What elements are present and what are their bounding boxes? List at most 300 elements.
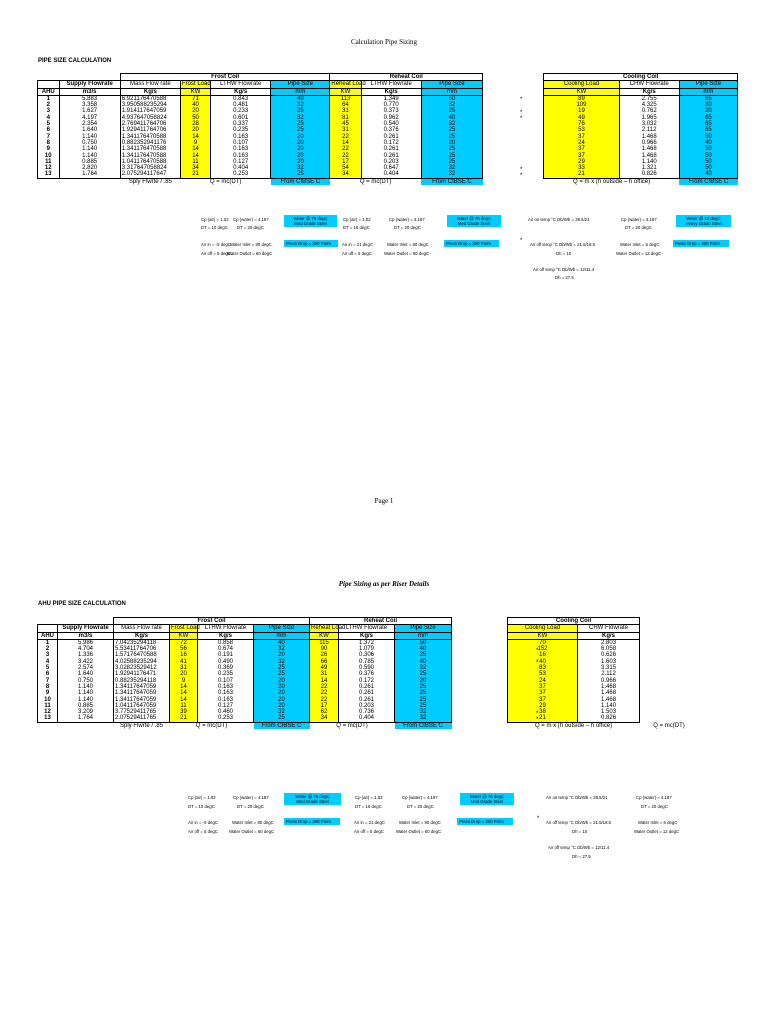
- table-cell: 37: [508, 697, 578, 703]
- doc-title-2: Pipe Sizing as per Riser Details: [338, 580, 430, 588]
- table-cell: 38: [508, 709, 578, 715]
- note-water-outlet-3: Water Outlet = 12 degC: [616, 251, 662, 256]
- table-cell: 0.261: [361, 134, 421, 140]
- table-row: [38, 95, 738, 102]
- unit-kgs-3: Kg/s: [361, 88, 421, 95]
- table-cell: 0.127: [198, 703, 254, 709]
- table-cell: 4.704: [58, 646, 114, 652]
- note-air-off-temp-2-p2: Air off temp °C Db/Wb = 12/11.4: [548, 845, 610, 850]
- header-chw-flowrate: CHW Flowrate: [578, 625, 640, 632]
- table-cell: 16: [508, 652, 578, 658]
- table-cell: 21: [170, 715, 198, 722]
- cell: [483, 81, 544, 88]
- table-cell: 50: [679, 146, 737, 152]
- table-cell: 71: [180, 95, 210, 102]
- table-cell: 2: [38, 102, 60, 108]
- table-cell: 1.764: [59, 171, 120, 178]
- note-dh-10-p2: Dh = 10: [572, 829, 588, 834]
- table-cell: 3.317647058824: [120, 165, 180, 171]
- table-cell: 33: [544, 165, 619, 171]
- table-cell: 34: [180, 165, 210, 171]
- group-header-row: [38, 74, 738, 81]
- table-cell: 22: [310, 690, 339, 696]
- section-title-2: AHU PIPE SIZE CALCULATION: [38, 601, 126, 607]
- footer-supply: Sply Flwrte / .85: [128, 178, 172, 185]
- note-dt-p2: DT = 10 degC: [188, 804, 215, 809]
- table-cell: 81: [330, 115, 361, 121]
- table-cell: 20: [271, 140, 330, 146]
- table-cell: 31: [170, 665, 198, 671]
- table-cell: 0.261: [339, 684, 395, 690]
- header-lthw-flowrate-2: LTHW Flowrate: [361, 81, 421, 88]
- table-cell: 0.404: [339, 715, 395, 722]
- table-cell: 50: [679, 165, 737, 171]
- table-cell: 0.736: [339, 709, 395, 715]
- pipe-size-table-2: [37, 617, 699, 729]
- table-cell: 37: [508, 684, 578, 690]
- table-cell: 20: [271, 146, 330, 152]
- note-cp-water-2: Cp (water) = 4.187: [389, 217, 425, 222]
- table-cell: 0.235: [198, 671, 254, 677]
- note-air-off-temp: Air off temp °C Db/Wb = 21.5/18.5: [530, 242, 596, 247]
- table-cell: 10: [38, 697, 58, 703]
- note-press-drop-p2: Press Drop = 300 Pa/m: [284, 818, 340, 825]
- table-cell: 4.197: [59, 115, 120, 121]
- header-cooling-load: Cooling Load: [544, 81, 619, 88]
- table-cell: 25: [395, 671, 452, 677]
- table-cell: 14: [180, 134, 210, 140]
- table-cell: 0.490: [198, 659, 254, 665]
- note-water75-text: Water @ 75 degC: [293, 216, 328, 221]
- table-cell: 1.140: [578, 703, 640, 709]
- table-cell: 0.785: [339, 659, 395, 665]
- table-cell: 25: [271, 108, 330, 114]
- table-cell: 50: [679, 159, 737, 165]
- table-cell: 1.079: [339, 646, 395, 652]
- table-cell: 21: [180, 171, 210, 178]
- table-cell: 1.57176470588: [114, 652, 170, 658]
- table-cell: 3.032: [619, 121, 679, 127]
- table-cell: 40: [421, 115, 482, 121]
- header-row-2: [38, 632, 699, 639]
- table-cell: 65: [679, 95, 737, 102]
- spacer: [452, 639, 508, 646]
- note-air-in-p2: Air in = -5 degC: [188, 820, 218, 825]
- asterisk-mark: *: [536, 716, 539, 723]
- table-cell: 34: [330, 171, 361, 178]
- header-pipe-size-3: Pipe Size: [679, 81, 737, 88]
- table-cell: 0.107: [198, 678, 254, 684]
- note-dt-water-3: DT = 20 degC: [625, 225, 652, 230]
- table-cell: 25: [421, 127, 482, 133]
- table-cell: 50: [679, 134, 737, 140]
- note-dh-27: Dh = 27.5: [555, 275, 574, 280]
- table-cell: 32: [395, 715, 452, 722]
- table-cell: 20: [254, 652, 310, 658]
- asterisk-mark: *: [536, 647, 539, 654]
- footer-cibse: From CIBSE C: [271, 178, 330, 185]
- cell: [38, 81, 60, 88]
- note-steel-2-p2-text: Med Grade Steel: [470, 799, 504, 804]
- table-cell: 1.041176470588: [120, 159, 180, 165]
- table-cell: 9: [170, 678, 198, 684]
- unit-mm-3: mm: [679, 88, 737, 95]
- table-cell: 14: [310, 678, 339, 684]
- table-cell: 0.203: [361, 159, 421, 165]
- note-water75-2: [447, 215, 501, 227]
- note-cp-air-2: Cp (air) = 1.02: [343, 217, 371, 222]
- table-cell: 113: [330, 95, 361, 102]
- note-cp-water: Cp (water) = 4.187: [233, 217, 269, 222]
- table-cell: 8: [38, 140, 60, 146]
- table-cell: 2.574: [58, 665, 114, 671]
- table-cell: 20: [679, 108, 737, 114]
- note-dt-water: DT = 20 degC: [237, 225, 264, 230]
- table-cell: 1.468: [619, 134, 679, 140]
- table-cell: 40: [679, 171, 737, 178]
- note-cp-air-p2: Cp (air) = 1.02: [188, 795, 216, 800]
- note-dt-2: DT = 16 degC: [343, 225, 370, 230]
- note-cp-water-p2: Cp (water) = 4.187: [233, 795, 269, 800]
- note-water75-2-p2-text: Water @ 75 degC: [469, 794, 505, 799]
- header-supply-flowrate: Supply Flowrate: [59, 81, 120, 88]
- table-cell: 31: [310, 671, 339, 677]
- note-press-drop-2: Press Drop = 300 Pa/m: [444, 240, 499, 247]
- cell: [38, 722, 58, 729]
- table-cell: 0.88235294118: [114, 678, 170, 684]
- table-cell: 0.163: [198, 697, 254, 703]
- note-dt-water-p2: DT = 20 degC: [237, 804, 264, 809]
- header-row-1: [38, 81, 738, 88]
- table-cell: 14: [170, 690, 198, 696]
- table-cell: 25: [271, 171, 330, 178]
- table-cell: 3.02823529412: [114, 665, 170, 671]
- table-cell: 13: [38, 171, 60, 178]
- cell: [483, 178, 544, 185]
- page-number: Page 1: [374, 497, 394, 505]
- unit-mm-2: mm: [395, 632, 452, 639]
- table-cell: 1.468: [578, 697, 640, 703]
- group-frost-coil: Frost Coil: [114, 618, 310, 625]
- table-cell: 3.950588235294: [120, 102, 180, 108]
- footer-cibse-3: From CIBSE C: [679, 178, 737, 185]
- unit-kw: KW: [180, 88, 210, 95]
- table-cell: 32: [271, 102, 330, 108]
- cell: [483, 88, 544, 95]
- table-cell: 37: [544, 153, 619, 159]
- table-cell: 0.369: [198, 665, 254, 671]
- note-water-outlet-p2: Water Outlet = 60 degC: [229, 829, 275, 834]
- table-cell: 32: [254, 646, 310, 652]
- table-cell: 5.53411764706: [114, 646, 170, 652]
- note-water-inlet-3: Water Inlet = 6 degC: [620, 242, 660, 247]
- table-cell: 25: [254, 665, 310, 671]
- table-cell: 32: [421, 121, 482, 127]
- header-pipe-size: Pipe Size: [254, 625, 310, 632]
- table-cell: 2: [38, 646, 58, 652]
- cell: [452, 618, 508, 625]
- table-cell: 1.468: [619, 153, 679, 159]
- cell: [38, 74, 60, 81]
- table-cell: 11: [38, 159, 60, 165]
- table-cell: 1.34117647059: [114, 690, 170, 696]
- asterisk-mark: *: [520, 97, 523, 104]
- asterisk-mark: *: [520, 109, 523, 116]
- table-cell: 1.349: [361, 95, 421, 102]
- table-cell: 20: [254, 697, 310, 703]
- unit-kgs-4: Kg/s: [578, 632, 640, 639]
- table-cell: 28: [180, 121, 210, 127]
- table-cell: 20: [271, 134, 330, 140]
- footer-supply: Sply Flwrte / .85: [119, 722, 163, 729]
- table-cell: 6.921176470588: [120, 95, 180, 102]
- table-cell: 2.820: [59, 165, 120, 171]
- table-cell: 2.354: [59, 121, 120, 127]
- table-cell: 4: [38, 115, 60, 121]
- footer-cell: [58, 722, 114, 729]
- table-cell: 0.962: [361, 115, 421, 121]
- table-cell: 25: [395, 703, 452, 709]
- table-cell: 12: [38, 709, 58, 715]
- table-cell: 17: [310, 703, 339, 709]
- table-cell: 1.321: [619, 165, 679, 171]
- footer-cibse-2: From CIBSE C: [395, 722, 452, 729]
- note-air-off: Air off = 5 degC: [201, 251, 231, 256]
- table-cell: 1: [38, 639, 58, 646]
- header-pipe-size-2: Pipe Size: [395, 625, 452, 632]
- table-cell: 12: [38, 165, 60, 171]
- note-press-drop: Press Drop = 300 Pa/m: [284, 240, 338, 247]
- table-cell: 11: [170, 703, 198, 709]
- table-cell: 89: [544, 95, 619, 102]
- table-cell: 32: [254, 709, 310, 715]
- table-cell: 50: [180, 115, 210, 121]
- table-cell: 21: [508, 715, 578, 722]
- table-cell: 0.233: [211, 108, 271, 114]
- cell: [38, 618, 58, 625]
- table-cell: 25: [421, 108, 482, 114]
- table-cell: 0.750: [59, 140, 120, 146]
- table-cell: 8: [38, 684, 58, 690]
- asterisk-mark: *: [520, 238, 523, 244]
- table-cell: 31: [330, 127, 361, 133]
- table-cell: 25: [254, 715, 310, 722]
- table-cell: 31: [330, 108, 361, 114]
- table-cell: 1.764: [58, 715, 114, 722]
- table-cell: 53: [508, 671, 578, 677]
- table-cell: 1.640: [59, 127, 120, 133]
- table-cell: 37: [544, 146, 619, 152]
- table-cell: 14: [170, 697, 198, 703]
- table-cell: 20: [254, 703, 310, 709]
- table-cell: 6.058: [578, 646, 640, 652]
- table-cell: 62: [310, 709, 339, 715]
- note-water75-2-p2: [460, 793, 514, 805]
- table-cell: 14: [170, 684, 198, 690]
- header-frost-load: Frost Load: [181, 81, 211, 88]
- note-cp-air-2-p2: Cp (air) = 1.02: [355, 795, 383, 800]
- table-cell: 25: [395, 690, 452, 696]
- table-cell: 20: [254, 678, 310, 684]
- table-cell: 72: [170, 639, 198, 646]
- footer-row: [38, 178, 738, 185]
- table-cell: 22: [330, 146, 361, 152]
- table-cell: 1.336: [58, 652, 114, 658]
- table-cell: 22: [310, 684, 339, 690]
- table-cell: 0.540: [361, 121, 421, 127]
- table-cell: 54: [330, 165, 361, 171]
- note-air-on-temp: Air on temp °C Db/Wb = 28.5/21: [528, 217, 590, 222]
- table-cell: 32: [421, 102, 482, 108]
- table-cell: 1.341176470588: [120, 146, 180, 152]
- footer-q-mcdt-3: Q = mc(DT): [653, 722, 685, 729]
- table-cell: 56: [170, 646, 198, 652]
- cell: [452, 722, 508, 729]
- table-cell: 0.261: [361, 146, 421, 152]
- table-cell: 49: [310, 665, 339, 671]
- table-cell: 0.163: [198, 684, 254, 690]
- table-cell: 24: [544, 140, 619, 146]
- table-cell: 0.172: [361, 140, 421, 146]
- table-cell: 1.04117647059: [114, 703, 170, 709]
- unit-kgs-2: Kg/s: [198, 632, 254, 639]
- table-cell: 40: [254, 639, 310, 646]
- header-pipe-size-2: Pipe Size: [421, 81, 482, 88]
- table-cell: 109: [544, 102, 619, 108]
- group-header-row: [38, 618, 699, 625]
- note-air-off-2-p2: Air off = 5 degC: [354, 829, 384, 834]
- header-lthw-flowrate: LTHW Flowrate: [198, 625, 254, 632]
- footer-q-enthalpy: Q = m x (h outside – h office): [573, 178, 651, 185]
- table-cell: 40: [395, 659, 452, 665]
- header-pipe-size: Pipe Size: [271, 81, 330, 88]
- note-air-in: Air in = -5 degC: [201, 242, 231, 247]
- table-cell: 0.376: [361, 127, 421, 133]
- table-cell: 17: [330, 159, 361, 165]
- note-water10-text: Water @ 10 degC: [686, 216, 721, 221]
- table-cell: 3.358: [59, 102, 120, 108]
- table-cell: 0.966: [619, 140, 679, 146]
- table-cell: 0.163: [211, 153, 271, 159]
- table-cell: 5: [38, 665, 58, 671]
- table-cell: 40: [395, 646, 452, 652]
- table-cell: 0.885: [58, 703, 114, 709]
- note-steel-2-text: Med Grade Steel: [457, 221, 491, 226]
- asterisk-mark: *: [536, 710, 539, 717]
- table-cell: 32: [421, 165, 482, 171]
- table-cell: 80: [679, 102, 737, 108]
- table-cell: 6: [38, 671, 58, 677]
- table-cell: 0.966: [578, 678, 640, 684]
- table-cell: 0.261: [339, 690, 395, 696]
- table-cell: 0.253: [198, 715, 254, 722]
- table-cell: 2.803: [578, 639, 640, 646]
- table-cell: 0.306: [339, 652, 395, 658]
- table-cell: 1.140: [619, 159, 679, 165]
- table-cell: 25: [395, 652, 452, 658]
- table-cell: 21: [544, 171, 619, 178]
- table-cell: 41: [170, 659, 198, 665]
- table-cell: 0.261: [361, 153, 421, 159]
- table-cell: 66: [310, 659, 339, 665]
- footer-cibse: From CIBSE C: [254, 722, 310, 729]
- table-cell: 0.404: [211, 165, 271, 171]
- table-cell: 32: [421, 171, 482, 178]
- table-cell: 0.826: [619, 171, 679, 178]
- table-cell: 0.191: [198, 652, 254, 658]
- footer-cell: [59, 178, 120, 185]
- asterisk-mark: *: [520, 172, 523, 179]
- table-cell: 20: [170, 671, 198, 677]
- table-cell: 1: [38, 95, 60, 102]
- table-cell: 20: [271, 159, 330, 165]
- table-cell: 0.253: [211, 171, 271, 178]
- table-cell: 1.34117647059: [114, 697, 170, 703]
- asterisk-mark-p2: *: [537, 816, 540, 822]
- unit-kw: KW: [170, 632, 198, 639]
- table-cell: 39: [170, 709, 198, 715]
- unit-kgs-2: Kg/s: [211, 88, 271, 95]
- table-cell: 22: [330, 134, 361, 140]
- table-cell: 0.882352941176: [120, 140, 180, 146]
- note-water-inlet-2: Water Inlet = 80 degC: [387, 242, 429, 247]
- unit-kgs: Kg/s: [114, 632, 170, 639]
- note-air-in-2-p2: Air in = 21 degC: [354, 820, 385, 825]
- header-reheat-load: Reheat Load: [311, 625, 346, 632]
- table-cell: 65: [679, 121, 737, 127]
- unit-mm-2: mm: [421, 88, 482, 95]
- table-cell: 0.843: [211, 95, 271, 102]
- table-cell: 53: [544, 127, 619, 133]
- table-cell: 6: [38, 127, 60, 133]
- table-cell: 1.140: [59, 153, 120, 159]
- asterisk-mark: *: [520, 116, 523, 123]
- table-cell: 1.468: [619, 146, 679, 152]
- table-cell: 20: [395, 678, 452, 684]
- group-frost-coil: Frost Coil: [120, 74, 330, 81]
- table-cell: 1.965: [619, 115, 679, 121]
- table-cell: 1.140: [59, 146, 120, 152]
- table-cell: 0.762: [619, 108, 679, 114]
- table-cell: 1.140: [58, 684, 114, 690]
- table-cell: 16: [170, 652, 198, 658]
- header-mass-flow: Mass Flow rate: [120, 81, 180, 88]
- table-cell: 25: [421, 146, 482, 152]
- table-cell: 0.647: [361, 165, 421, 171]
- table-cell: 0.172: [339, 678, 395, 684]
- table-cell: 64: [330, 102, 361, 108]
- unit-kgs-3: Kg/s: [339, 632, 395, 639]
- table-cell: 19: [544, 108, 619, 114]
- table-cell: 1.468: [578, 684, 640, 690]
- table-cell: 0.626: [578, 652, 640, 658]
- table-cell: 0.750: [58, 678, 114, 684]
- footer-q-mcdt: Q = mc(DT): [209, 178, 242, 185]
- table-cell: 0.337: [211, 121, 271, 127]
- table-cell: 0.373: [361, 108, 421, 114]
- asterisk-mark: *: [536, 660, 539, 667]
- table-cell: 13: [38, 715, 58, 722]
- table-cell: 0.601: [211, 115, 271, 121]
- spacer: [483, 171, 544, 178]
- unit-m3s: m3/s: [59, 88, 120, 95]
- note-heavy-steel-text: Heavy Grade Steel: [685, 221, 722, 226]
- table-cell: 3: [38, 652, 58, 658]
- note-air-off-temp-p2: Air off temp °C Db/Wb = 21.5/18.5: [546, 820, 612, 825]
- table-cell: 1.140: [59, 134, 120, 140]
- table-cell: 3.209: [58, 709, 114, 715]
- table-cell: 22: [310, 697, 339, 703]
